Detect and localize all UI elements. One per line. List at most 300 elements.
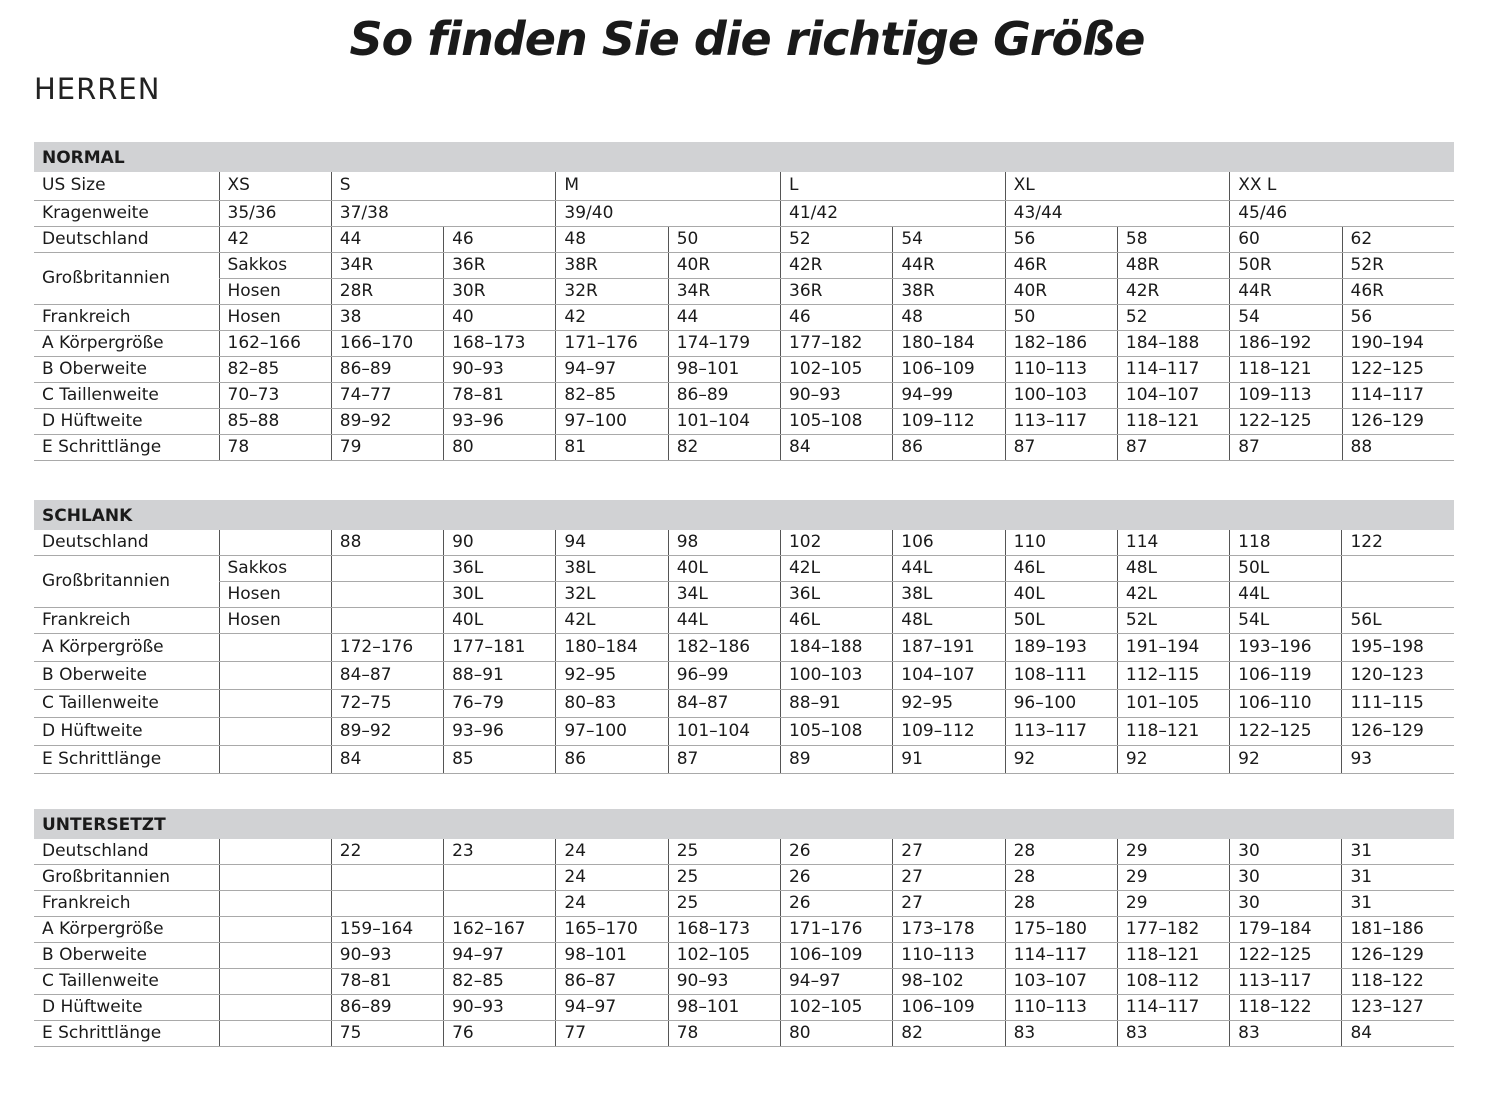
- cell: 42: [219, 226, 331, 252]
- cell: 93: [1342, 746, 1454, 774]
- untersetzt-section: [34, 809, 1454, 1047]
- cell: 46L: [1005, 556, 1117, 582]
- cell: 30: [1230, 839, 1342, 865]
- sub-label: Sakkos: [219, 252, 331, 278]
- table-row: [34, 330, 1454, 356]
- cell: 120–123: [1342, 662, 1454, 690]
- cell: [219, 1021, 331, 1047]
- table-row: [34, 434, 1454, 460]
- cell: 40R: [1005, 278, 1117, 304]
- cell: [219, 718, 331, 746]
- cell: 89–92: [331, 718, 443, 746]
- cell: [331, 556, 443, 582]
- cell: 31: [1342, 865, 1454, 891]
- cell: 42L: [780, 556, 892, 582]
- cell: 30R: [444, 278, 556, 304]
- normal-measure-rows: [34, 330, 1454, 460]
- cell: 122–125: [1230, 408, 1342, 434]
- cell: 93–96: [444, 718, 556, 746]
- cell: 38R: [893, 278, 1005, 304]
- cell: 41/42: [781, 200, 1006, 226]
- cell: 54: [1230, 304, 1342, 330]
- cell: [331, 891, 443, 917]
- cell: 36L: [444, 556, 556, 582]
- cell: 60: [1230, 226, 1342, 252]
- cell: 30: [1230, 891, 1342, 917]
- cell: 30: [1230, 865, 1342, 891]
- cell: [219, 865, 331, 891]
- cell: 94–97: [780, 969, 892, 995]
- cell: 27: [893, 891, 1005, 917]
- sub-label: Hosen: [219, 278, 331, 304]
- cell: 44R: [893, 252, 1005, 278]
- cell: 184–188: [780, 634, 892, 662]
- cell: 187–191: [893, 634, 1005, 662]
- cell: 159–164: [331, 917, 443, 943]
- cell: 110: [1005, 530, 1117, 556]
- cell: 87: [668, 746, 780, 774]
- sub-label: Hosen: [219, 304, 331, 330]
- cell: 40: [444, 304, 556, 330]
- cell: 87: [1005, 434, 1117, 460]
- cell: 46R: [1005, 252, 1117, 278]
- cell: 28: [1005, 839, 1117, 865]
- cell: 104–107: [1117, 382, 1229, 408]
- cell: 186–192: [1230, 330, 1342, 356]
- cell: 86–89: [331, 356, 443, 382]
- cell: [444, 865, 556, 891]
- cell: 82–85: [219, 356, 331, 382]
- kragenweite-row: [34, 200, 1454, 226]
- cell: 44L: [668, 608, 780, 634]
- table-row: [34, 891, 1454, 917]
- cell: 58: [1117, 226, 1229, 252]
- cell: 85–88: [219, 408, 331, 434]
- cell: 174–179: [668, 330, 780, 356]
- cell: 38L: [556, 556, 668, 582]
- cell: 23: [444, 839, 556, 865]
- cell: 98–102: [893, 969, 1005, 995]
- cell: 80–83: [556, 690, 668, 718]
- cell: 101–105: [1117, 690, 1229, 718]
- cell: 81: [556, 434, 668, 460]
- cell: 100–103: [780, 662, 892, 690]
- table-row: [34, 839, 1454, 865]
- cell: [219, 530, 331, 556]
- cell: 102–105: [668, 943, 780, 969]
- cell: 22: [331, 839, 443, 865]
- cell: 50L: [1005, 608, 1117, 634]
- row-label: Frankreich: [34, 304, 219, 330]
- cell: 78: [219, 434, 331, 460]
- cell: 50: [1005, 304, 1117, 330]
- cell: 182–186: [1005, 330, 1117, 356]
- cell: 175–180: [1005, 917, 1117, 943]
- cell: 78: [668, 1021, 780, 1047]
- cell: 78–81: [444, 382, 556, 408]
- cell: 34L: [668, 582, 780, 608]
- normal-section: [34, 142, 1454, 461]
- cell: 80: [780, 1021, 892, 1047]
- cell: 42L: [556, 608, 668, 634]
- cell: [219, 839, 331, 865]
- cell: 79: [331, 434, 443, 460]
- cell: 25: [668, 865, 780, 891]
- cell: XS: [219, 172, 331, 200]
- cell: 26: [780, 839, 892, 865]
- cell: 126–129: [1342, 718, 1454, 746]
- cell: 80: [444, 434, 556, 460]
- cell: 34R: [668, 278, 780, 304]
- cell: 98: [668, 530, 780, 556]
- cell: 90–93: [444, 356, 556, 382]
- cell: 96–99: [668, 662, 780, 690]
- cell: 82: [893, 1021, 1005, 1047]
- row-label: Frankreich: [34, 891, 219, 917]
- cell: L: [781, 172, 1006, 200]
- cell: 118–121: [1230, 356, 1342, 382]
- cell: M: [556, 172, 781, 200]
- cell: 113–117: [1005, 718, 1117, 746]
- row-label: Deutschland: [34, 839, 219, 865]
- cell: 180–184: [556, 634, 668, 662]
- row-label: Frankreich: [34, 608, 219, 634]
- cell: 102–105: [781, 356, 893, 382]
- cell: [219, 662, 331, 690]
- cell: 38R: [556, 252, 668, 278]
- cell: 114–117: [1117, 356, 1229, 382]
- cell: 48R: [1117, 252, 1229, 278]
- row-label: B Oberweite: [34, 662, 219, 690]
- cell: 177–181: [444, 634, 556, 662]
- cell: 97–100: [556, 718, 668, 746]
- cell: 48L: [1117, 556, 1229, 582]
- cell: 118–121: [1117, 718, 1229, 746]
- cell: 89: [780, 746, 892, 774]
- cell: 94–97: [444, 943, 556, 969]
- cell: 36L: [780, 582, 892, 608]
- cell: 101–104: [668, 408, 780, 434]
- cell: 114–117: [1342, 382, 1454, 408]
- cell: [219, 943, 331, 969]
- cell: 92–95: [556, 662, 668, 690]
- cell: 171–176: [556, 330, 668, 356]
- gb-hosen-row: [34, 582, 1454, 608]
- cell: 110–113: [1005, 356, 1117, 382]
- cell: 88–91: [780, 690, 892, 718]
- cell: 77: [556, 1021, 668, 1047]
- cell: 182–186: [668, 634, 780, 662]
- row-label: Großbritannien: [34, 252, 219, 304]
- normal-header: NORMAL: [34, 142, 1454, 172]
- cell: 126–129: [1342, 408, 1454, 434]
- cell: 38: [331, 304, 443, 330]
- row-label: B Oberweite: [34, 943, 219, 969]
- cell: 38L: [893, 582, 1005, 608]
- sub-label: Hosen: [219, 608, 331, 634]
- cell: 113–117: [1230, 969, 1342, 995]
- cell: 56: [1005, 226, 1117, 252]
- row-label: D Hüftweite: [34, 718, 219, 746]
- cell: 114–117: [1117, 995, 1229, 1021]
- row-label: US Size: [34, 172, 219, 200]
- cell: 89–92: [331, 408, 443, 434]
- cell: 86–89: [668, 382, 780, 408]
- cell: 24: [556, 839, 668, 865]
- cell: 162–166: [219, 330, 331, 356]
- gb-hosen-row: [34, 278, 1454, 304]
- cell: 106–109: [780, 943, 892, 969]
- cell: 110–113: [1005, 995, 1117, 1021]
- row-label: C Taillenweite: [34, 969, 219, 995]
- cell: 191–194: [1117, 634, 1229, 662]
- cell: 168–173: [444, 330, 556, 356]
- cell: 84–87: [668, 690, 780, 718]
- cell: 42: [556, 304, 668, 330]
- cell: 98–101: [668, 995, 780, 1021]
- cell: 104–107: [893, 662, 1005, 690]
- table-row: [34, 382, 1454, 408]
- cell: 103–107: [1005, 969, 1117, 995]
- cell: 97–100: [556, 408, 668, 434]
- cell: [331, 865, 443, 891]
- cell: 90–93: [444, 995, 556, 1021]
- row-label: E Schrittlänge: [34, 1021, 219, 1047]
- cell: 177–182: [1117, 917, 1229, 943]
- cell: 86–89: [331, 995, 443, 1021]
- cell: 32L: [556, 582, 668, 608]
- cell: 52L: [1117, 608, 1229, 634]
- cell: 44: [331, 226, 443, 252]
- table-row: [34, 943, 1454, 969]
- cell: 86: [893, 434, 1005, 460]
- schlank-header: SCHLANK: [34, 500, 1454, 530]
- cell: 106–119: [1230, 662, 1342, 690]
- cell: 78–81: [331, 969, 443, 995]
- cell: 39/40: [556, 200, 781, 226]
- cell: 122: [1342, 530, 1454, 556]
- table-row: [34, 718, 1454, 746]
- row-label: Deutschland: [34, 226, 219, 252]
- cell: [1342, 582, 1454, 608]
- cell: 118–122: [1230, 995, 1342, 1021]
- cell: 50: [668, 226, 780, 252]
- cell: 109–112: [893, 718, 1005, 746]
- gb-sakkos-row: [34, 556, 1454, 582]
- cell: 179–184: [1230, 917, 1342, 943]
- table-row: [34, 356, 1454, 382]
- cell: 36R: [781, 278, 893, 304]
- cell: 44: [668, 304, 780, 330]
- row-label: D Hüftweite: [34, 995, 219, 1021]
- cell: S: [331, 172, 556, 200]
- cell: 108–111: [1005, 662, 1117, 690]
- cell: [219, 891, 331, 917]
- cell: 87: [1117, 434, 1229, 460]
- row-label: A Körpergröße: [34, 917, 219, 943]
- table-row: [34, 1021, 1454, 1047]
- cell: 84–87: [331, 662, 443, 690]
- cell: 40R: [668, 252, 780, 278]
- cell: 50L: [1230, 556, 1342, 582]
- cell: 90–93: [668, 969, 780, 995]
- cell: 100–103: [1005, 382, 1117, 408]
- cell: 76: [444, 1021, 556, 1047]
- cell: 45/46: [1230, 200, 1455, 226]
- cell: 75: [331, 1021, 443, 1047]
- cell: 96–100: [1005, 690, 1117, 718]
- cell: 40L: [668, 556, 780, 582]
- cell: 29: [1117, 865, 1229, 891]
- cell: 184–188: [1117, 330, 1229, 356]
- cell: 43/44: [1005, 200, 1230, 226]
- cell: 70–73: [219, 382, 331, 408]
- cell: 72–75: [331, 690, 443, 718]
- cell: [444, 891, 556, 917]
- cell: 180–184: [893, 330, 1005, 356]
- cell: 42R: [781, 252, 893, 278]
- cell: 52R: [1342, 252, 1454, 278]
- table-row: [34, 746, 1454, 774]
- table-row: [34, 917, 1454, 943]
- row-label: Kragenweite: [34, 200, 219, 226]
- cell: 91: [893, 746, 1005, 774]
- cell: 62: [1342, 226, 1454, 252]
- cell: 92–95: [893, 690, 1005, 718]
- cell: 106: [893, 530, 1005, 556]
- cell: 42L: [1117, 582, 1229, 608]
- schlank-measure-rows: [34, 634, 1454, 774]
- cell: 113–117: [1005, 408, 1117, 434]
- row-label: E Schrittlänge: [34, 746, 219, 774]
- row-label: D Hüftweite: [34, 408, 219, 434]
- cell: [219, 690, 331, 718]
- cell: 181–186: [1342, 917, 1454, 943]
- cell: 94–97: [556, 995, 668, 1021]
- cell: 44L: [1230, 582, 1342, 608]
- frankreich-row: [34, 608, 1454, 634]
- normal-table: [34, 172, 1454, 461]
- cell: 54: [893, 226, 1005, 252]
- cell: 76–79: [444, 690, 556, 718]
- cell: 189–193: [1005, 634, 1117, 662]
- row-label: A Körpergröße: [34, 330, 219, 356]
- schlank-table: [34, 530, 1454, 774]
- cell: 193–196: [1230, 634, 1342, 662]
- cell: 162–167: [444, 917, 556, 943]
- cell: 177–182: [781, 330, 893, 356]
- cell: 105–108: [780, 718, 892, 746]
- table-row: [34, 690, 1454, 718]
- deutschland-row: [34, 226, 1454, 252]
- cell: 109–113: [1230, 382, 1342, 408]
- row-label: Deutschland: [34, 530, 219, 556]
- row-label: Großbritannien: [34, 556, 219, 608]
- cell: XL: [1005, 172, 1230, 200]
- cell: 84: [1342, 1021, 1454, 1047]
- row-label: A Körpergröße: [34, 634, 219, 662]
- table-row: [34, 634, 1454, 662]
- row-label: C Taillenweite: [34, 690, 219, 718]
- cell: 28R: [331, 278, 443, 304]
- cell: 24: [556, 891, 668, 917]
- cell: 37/38: [331, 200, 556, 226]
- cell: 26: [780, 865, 892, 891]
- page-title: So finden Sie die richtige Größe: [349, 12, 1145, 66]
- untersetzt-header: UNTERSETZT: [34, 809, 1454, 839]
- cell: 86: [556, 746, 668, 774]
- row-label: B Oberweite: [34, 356, 219, 382]
- cell: 48L: [893, 608, 1005, 634]
- cell: 40L: [444, 608, 556, 634]
- cell: 106–109: [893, 356, 1005, 382]
- cell: 94–99: [893, 382, 1005, 408]
- cell: 118: [1230, 530, 1342, 556]
- cell: 88: [1342, 434, 1454, 460]
- cell: 108–112: [1117, 969, 1229, 995]
- cell: 173–178: [893, 917, 1005, 943]
- cell: 102: [780, 530, 892, 556]
- row-label: E Schrittlänge: [34, 434, 219, 460]
- us-size-row: [34, 172, 1454, 200]
- cell: 168–173: [668, 917, 780, 943]
- frankreich-row: [34, 304, 1454, 330]
- cell: 28: [1005, 891, 1117, 917]
- cell: 92: [1230, 746, 1342, 774]
- cell: 118–121: [1117, 408, 1229, 434]
- cell: 82–85: [444, 969, 556, 995]
- cell: 48: [556, 226, 668, 252]
- cell: 123–127: [1342, 995, 1454, 1021]
- cell: 106–110: [1230, 690, 1342, 718]
- cell: 27: [893, 839, 1005, 865]
- cell: 122–125: [1230, 718, 1342, 746]
- gb-sakkos-row: [34, 252, 1454, 278]
- cell: [219, 969, 331, 995]
- cell: [219, 746, 331, 774]
- cell: 126–129: [1342, 943, 1454, 969]
- cell: 190–194: [1342, 330, 1454, 356]
- section-subtitle: HERREN: [34, 72, 161, 106]
- cell: 87: [1230, 434, 1342, 460]
- schlank-section: [34, 500, 1454, 774]
- cell: 44L: [893, 556, 1005, 582]
- cell: 171–176: [780, 917, 892, 943]
- cell: 31: [1342, 891, 1454, 917]
- cell: 92: [1005, 746, 1117, 774]
- cell: 88: [331, 530, 443, 556]
- cell: 90–93: [781, 382, 893, 408]
- table-row: [34, 865, 1454, 891]
- cell: [219, 995, 331, 1021]
- row-label: C Taillenweite: [34, 382, 219, 408]
- deutschland-row: [34, 530, 1454, 556]
- cell: 84: [331, 746, 443, 774]
- cell: 112–115: [1117, 662, 1229, 690]
- cell: 52: [1117, 304, 1229, 330]
- cell: 48: [893, 304, 1005, 330]
- untersetzt-rows: [34, 839, 1454, 1047]
- cell: 56: [1342, 304, 1454, 330]
- cell: 25: [668, 839, 780, 865]
- cell: XX L: [1230, 172, 1455, 200]
- cell: 109–112: [893, 408, 1005, 434]
- cell: 98–101: [556, 943, 668, 969]
- cell: [1342, 556, 1454, 582]
- cell: [219, 917, 331, 943]
- cell: 94–97: [556, 356, 668, 382]
- cell: 111–115: [1342, 690, 1454, 718]
